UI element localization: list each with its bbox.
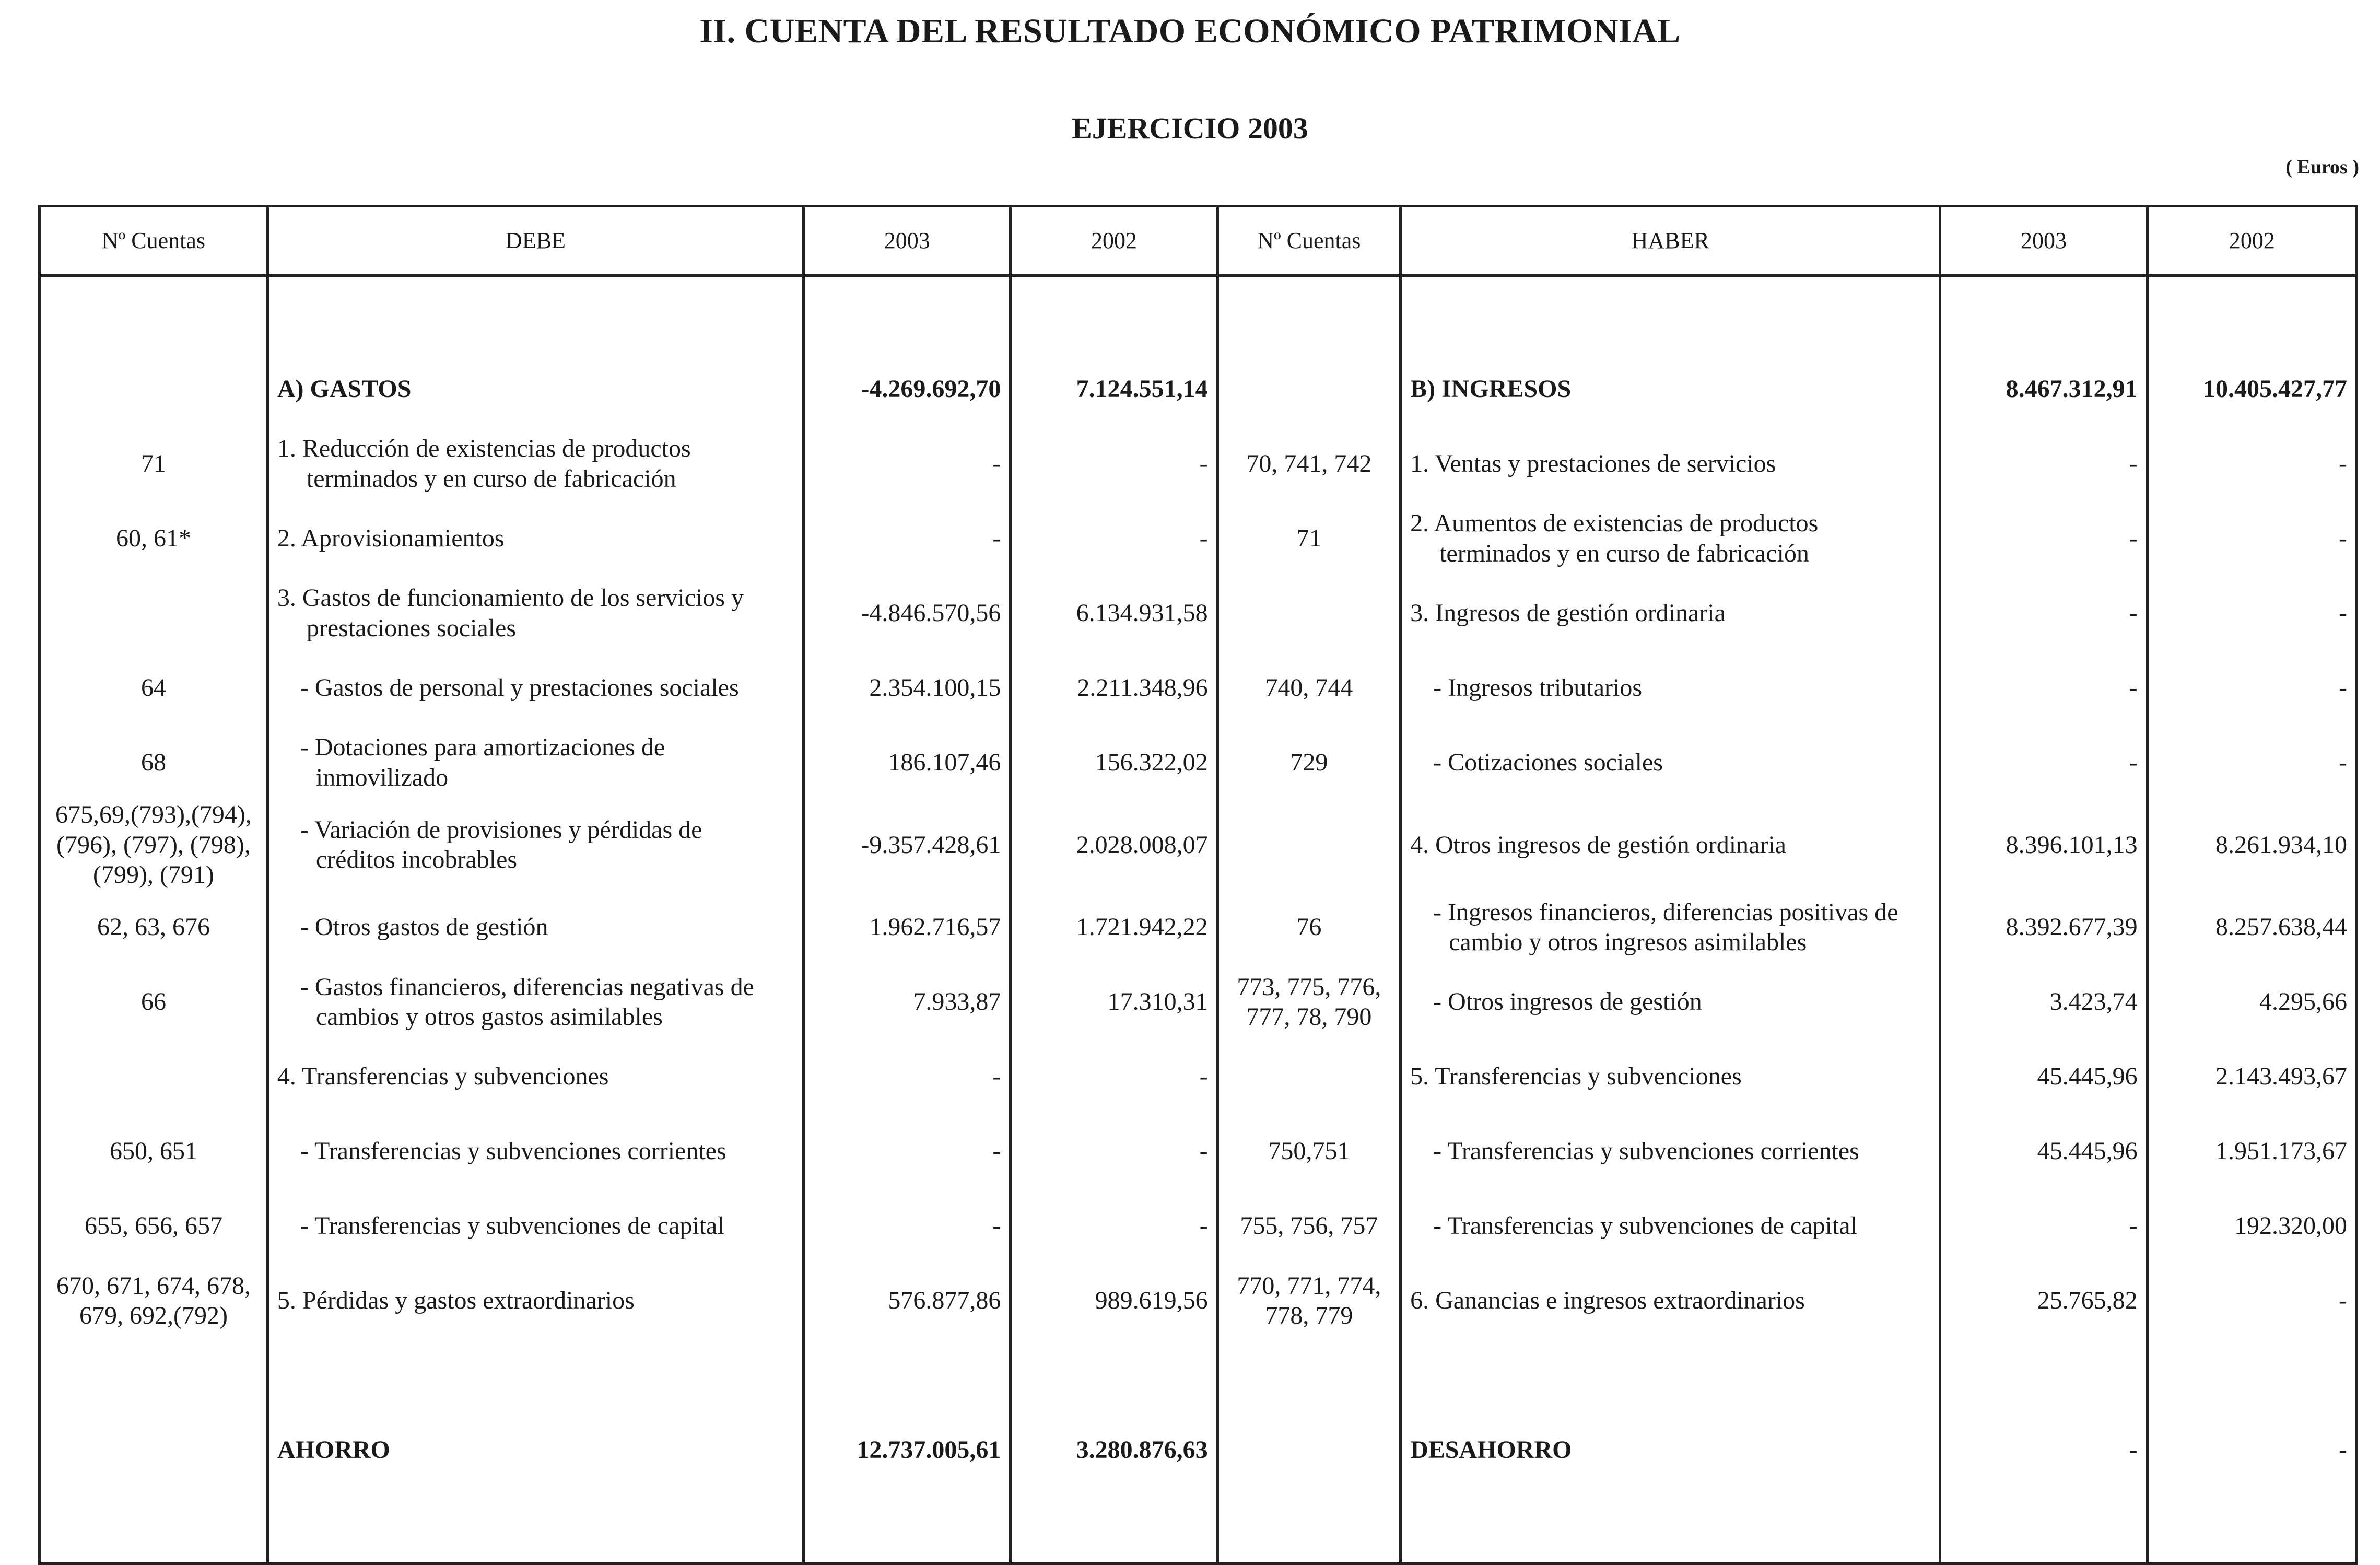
haber-account-line1: 770, 771, 774, <box>1237 1271 1381 1300</box>
haber-value-2003: 3.423,74 <box>1940 965 2147 1040</box>
debe-account: 650, 651 <box>40 1114 268 1189</box>
haber-label: 3. Ingresos de gestión ordinaria <box>1401 576 1940 650</box>
debe-value-2002: - <box>1011 1114 1217 1189</box>
haber-value-2002: - <box>2147 576 2356 650</box>
table-row <box>40 576 2357 650</box>
debe-label <box>267 725 803 800</box>
debe-account <box>40 576 268 650</box>
debe-value-2002: 2.028.008,07 <box>1011 800 1217 890</box>
haber-value-2002: - <box>2147 426 2356 501</box>
haber-value-2003: 25.765,82 <box>1940 1264 2147 1338</box>
table-row <box>40 725 2357 800</box>
debe-value-2002: - <box>1011 1040 1217 1114</box>
haber-label-line1: 2. Aumentos de existencias de productos <box>1410 509 1819 537</box>
haber-value-2002: - <box>2147 1264 2356 1338</box>
debe-label-line1: 3. Gastos de funcionamiento de los servicios y <box>277 583 744 612</box>
debe-value-2003: - <box>804 1114 1011 1189</box>
haber-account: 750,751 <box>1217 1114 1401 1189</box>
haber-value-2002: - <box>2147 501 2356 576</box>
debe-account-line2: (796), (797), (798), <box>56 831 251 859</box>
debe-value-2002: 156.322,02 <box>1011 725 1217 800</box>
table-row <box>40 352 2357 426</box>
debe-value-2002: 6.134.931,58 <box>1011 576 1217 650</box>
desahorro-value-2003: - <box>1940 1413 2147 1488</box>
debe-label: A) GASTOS <box>267 352 803 426</box>
debe-label: 5. Pérdidas y gastos extraordinarios <box>267 1264 803 1338</box>
haber-account: 755, 756, 757 <box>1217 1189 1401 1264</box>
haber-value-2003: - <box>1940 1189 2147 1264</box>
debe-label <box>267 800 803 890</box>
haber-value-2002: 192.320,00 <box>2147 1189 2356 1264</box>
header-haber: HABER <box>1401 206 1940 276</box>
haber-value-2002: 10.405.427,77 <box>2147 352 2356 426</box>
haber-account <box>1217 965 1401 1040</box>
debe-value-2003: - <box>804 426 1011 501</box>
debe-account-line1: 675,69,(793),(794), <box>55 801 252 828</box>
debe-account: 71 <box>40 426 268 501</box>
debe-label <box>267 965 803 1040</box>
haber-account: 729 <box>1217 725 1401 800</box>
haber-label <box>1401 890 1940 965</box>
haber-label <box>1401 501 1940 576</box>
debe-value-2002: 1.721.942,22 <box>1011 890 1217 965</box>
ahorro-label: AHORRO <box>267 1413 803 1488</box>
haber-label: - Transferencias y subvenciones de capital <box>1401 1189 1940 1264</box>
debe-value-2002: 989.619,56 <box>1011 1264 1217 1338</box>
fiscal-year-subtitle: EJERCICIO 2003 <box>1072 111 1308 145</box>
debe-account <box>40 1264 268 1338</box>
currency-units: ( Euros ) <box>2285 156 2359 178</box>
haber-value-2003: - <box>1940 501 2147 576</box>
table-row <box>40 1264 2357 1338</box>
haber-label: - Otros ingresos de gestión <box>1401 965 1940 1040</box>
debe-label: - Otros gastos de gestión <box>267 890 803 965</box>
debe-value-2003: 7.933,87 <box>804 965 1011 1040</box>
debe-label: - Transferencias y subvenciones de capital <box>267 1189 803 1264</box>
haber-value-2003: - <box>1940 576 2147 650</box>
page-title: II. CUENTA DEL RESULTADO ECONÓMICO PATRIMONIAL <box>699 12 1681 50</box>
debe-value-2003: 2.354.100,15 <box>804 650 1011 725</box>
haber-label: 6. Ganancias e ingresos extraordinarios <box>1401 1264 1940 1338</box>
desahorro-value-2002: - <box>2147 1413 2356 1488</box>
table-header-row <box>40 206 2357 276</box>
haber-account: 71 <box>1217 501 1401 576</box>
debe-account <box>40 800 268 890</box>
debe-label-line2: cambios y otros gastos asimilables <box>315 1003 663 1031</box>
haber-value-2003: 45.445,96 <box>1940 1040 2147 1114</box>
debe-value-2002: 7.124.551,14 <box>1011 352 1217 426</box>
haber-account <box>1217 800 1401 890</box>
table-row <box>40 1189 2357 1264</box>
debe-label <box>267 576 803 650</box>
debe-value-2002: 2.211.348,96 <box>1011 650 1217 725</box>
debe-value-2003: - <box>804 1040 1011 1114</box>
income-statement-table <box>38 205 2358 1565</box>
haber-value-2002: 1.951.173,67 <box>2147 1114 2356 1189</box>
haber-label: 5. Transferencias y subvenciones <box>1401 1040 1940 1114</box>
spacer-row <box>40 1338 2357 1413</box>
debe-account: 64 <box>40 650 268 725</box>
debe-label-line2: inmovilizado <box>315 763 449 791</box>
haber-label: - Cotizaciones sociales <box>1401 725 1940 800</box>
debe-label-line1: - Variación de provisiones y pérdidas de <box>300 815 702 844</box>
debe-account <box>40 352 268 426</box>
haber-value-2002: - <box>2147 725 2356 800</box>
haber-value-2003: - <box>1940 725 2147 800</box>
haber-label: 1. Ventas y prestaciones de servicios <box>1401 426 1940 501</box>
haber-account: 76 <box>1217 890 1401 965</box>
haber-account <box>1217 1040 1401 1114</box>
haber-value-2003: 45.445,96 <box>1940 1114 2147 1189</box>
header-accounts-debe: Nº Cuentas <box>40 206 268 276</box>
header-debe-2002: 2002 <box>1011 206 1217 276</box>
haber-account <box>1217 576 1401 650</box>
haber-account-line2: 778, 779 <box>1265 1302 1353 1330</box>
haber-label: - Transferencias y subvenciones corrientes <box>1401 1114 1940 1189</box>
haber-account: 740, 744 <box>1217 650 1401 725</box>
debe-value-2003: - <box>804 501 1011 576</box>
header-haber-2002: 2002 <box>2147 206 2356 276</box>
debe-label-line2: prestaciones sociales <box>306 614 517 642</box>
debe-value-2003: -4.269.692,70 <box>804 352 1011 426</box>
debe-account-line2: 679, 692,(792) <box>79 1302 228 1330</box>
debe-label: - Gastos de personal y prestaciones sociales <box>267 650 803 725</box>
debe-label-line1: - Dotaciones para amortizaciones de <box>300 733 665 761</box>
debe-label-line1: - Gastos financieros, diferencias negativas de <box>300 973 754 1001</box>
debe-value-2003: 1.962.716,57 <box>804 890 1011 965</box>
debe-value-2003: 186.107,46 <box>804 725 1011 800</box>
haber-value-2003: - <box>1940 426 2147 501</box>
debe-label: 4. Transferencias y subvenciones <box>267 1040 803 1114</box>
desahorro-label: DESAHORRO <box>1401 1413 1940 1488</box>
debe-account: 68 <box>40 725 268 800</box>
spacer-row <box>40 1488 2357 1564</box>
debe-label-line1: 1. Reducción de existencias de productos <box>277 434 691 462</box>
table-row <box>40 890 2357 965</box>
debe-account: 655, 656, 657 <box>40 1189 268 1264</box>
debe-label-line2: créditos incobrables <box>315 846 518 874</box>
haber-account <box>1217 1264 1401 1338</box>
table-row <box>40 1040 2357 1114</box>
haber-value-2003: 8.467.312,91 <box>1940 352 2147 426</box>
haber-label-line2: cambio y otros ingresos asimilables <box>1449 928 1807 956</box>
debe-label <box>267 426 803 501</box>
debe-value-2003: 576.877,86 <box>804 1264 1011 1338</box>
debe-label: - Transferencias y subvenciones corrientes <box>267 1114 803 1189</box>
debe-value-2002: - <box>1011 426 1217 501</box>
debe-account-line1: 670, 671, 674, 678, <box>56 1271 251 1300</box>
debe-label-line2: terminados y en curso de fabricación <box>306 464 676 493</box>
table-row <box>40 501 2357 576</box>
debe-account <box>40 1040 268 1114</box>
haber-label: 4. Otros ingresos de gestión ordinaria <box>1401 800 1940 890</box>
haber-label: - Ingresos tributarios <box>1401 650 1940 725</box>
haber-label-line1: - Ingresos financieros, diferencias positivas de <box>1433 898 1898 926</box>
table-row <box>40 1114 2357 1189</box>
haber-value-2002: 8.257.638,44 <box>2147 890 2356 965</box>
haber-account <box>1217 352 1401 426</box>
spacer-row <box>40 276 2357 352</box>
haber-value-2002: 8.261.934,10 <box>2147 800 2356 890</box>
header-debe-2003: 2003 <box>804 206 1011 276</box>
haber-label: B) INGRESOS <box>1401 352 1940 426</box>
debe-value-2003: -9.357.428,61 <box>804 800 1011 890</box>
haber-value-2003: 8.396.101,13 <box>1940 800 2147 890</box>
ahorro-value-2003: 12.737.005,61 <box>804 1413 1011 1488</box>
haber-value-2002: 2.143.493,67 <box>2147 1040 2356 1114</box>
debe-value-2002: - <box>1011 501 1217 576</box>
result-row <box>40 1413 2357 1488</box>
haber-value-2003: - <box>1940 650 2147 725</box>
haber-account: 70, 741, 742 <box>1217 426 1401 501</box>
debe-label: 2. Aprovisionamientos <box>267 501 803 576</box>
debe-value-2002: - <box>1011 1189 1217 1264</box>
debe-value-2003: - <box>804 1189 1011 1264</box>
ahorro-value-2002: 3.280.876,63 <box>1011 1413 1217 1488</box>
haber-value-2003: 8.392.677,39 <box>1940 890 2147 965</box>
table-row <box>40 426 2357 501</box>
debe-value-2002: 17.310,31 <box>1011 965 1217 1040</box>
haber-value-2002: 4.295,66 <box>2147 965 2356 1040</box>
table-row <box>40 965 2357 1040</box>
debe-account: 60, 61* <box>40 501 268 576</box>
debe-value-2003: -4.846.570,56 <box>804 576 1011 650</box>
debe-account <box>40 1413 268 1488</box>
haber-value-2002: - <box>2147 650 2356 725</box>
header-debe: DEBE <box>267 206 803 276</box>
debe-account-line3: (799), (791) <box>92 861 214 889</box>
haber-account <box>1217 1413 1401 1488</box>
haber-account-line2: 777, 78, 790 <box>1246 1003 1372 1031</box>
table-row <box>40 650 2357 725</box>
table-row <box>40 800 2357 890</box>
debe-account: 66 <box>40 965 268 1040</box>
haber-label-line2: terminados y en curso de fabricación <box>1439 539 1809 567</box>
debe-account: 62, 63, 676 <box>40 890 268 965</box>
header-accounts-haber: Nº Cuentas <box>1217 206 1401 276</box>
haber-account-line1: 773, 775, 776, <box>1237 973 1381 1001</box>
header-haber-2003: 2003 <box>1940 206 2147 276</box>
